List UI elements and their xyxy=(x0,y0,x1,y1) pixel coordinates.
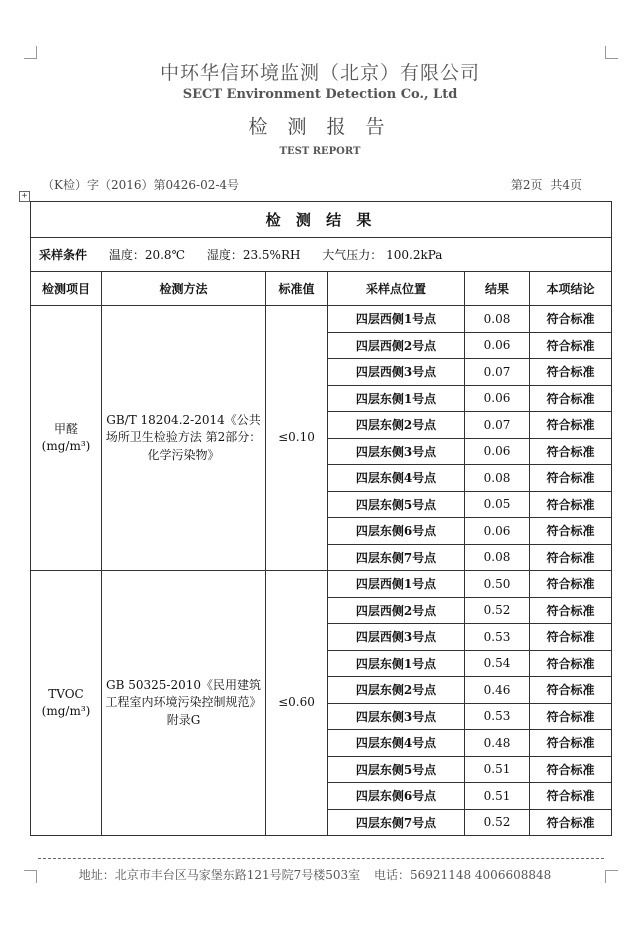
conditions-label: 采样条件 xyxy=(39,248,88,262)
result-value: 0.51 xyxy=(465,756,530,783)
conclusion: 符合标准 xyxy=(530,465,612,492)
sampling-location: 四层东侧7号点 xyxy=(328,544,465,571)
sampling-location: 四层西侧1号点 xyxy=(328,306,465,333)
col-header-location: 采样点位置 xyxy=(328,272,465,306)
test-method-cell: GB 50325-2010《民用建筑工程室内环境污染控制规范》附录G xyxy=(102,571,266,836)
sampling-location: 四层西侧2号点 xyxy=(328,332,465,359)
footer xyxy=(0,866,640,883)
test-item-name: 甲醛 xyxy=(53,421,78,436)
sampling-location: 四层东侧1号点 xyxy=(328,650,465,677)
result-value: 0.51 xyxy=(465,783,530,810)
conclusion: 符合标准 xyxy=(530,518,612,545)
test-item-cell xyxy=(31,571,102,836)
company-name-en: SECT Environment Detection Co., Ltd xyxy=(182,87,458,102)
page-total: 共4页 xyxy=(550,178,582,192)
conclusion: 符合标准 xyxy=(530,438,612,465)
conclusion: 符合标准 xyxy=(530,730,612,757)
sampling-location: 四层东侧4号点 xyxy=(328,465,465,492)
sampling-location: 四层东侧3号点 xyxy=(328,438,465,465)
report-title-cn: 检 测 报 告 xyxy=(248,116,392,138)
sampling-location: 四层东侧3号点 xyxy=(328,703,465,730)
temperature: 温度：20.8℃ xyxy=(108,248,185,262)
report-title-en: TEST REPORT xyxy=(279,146,361,157)
test-results-table xyxy=(30,201,612,836)
col-header-item: 检测项目 xyxy=(31,272,102,306)
sampling-location: 四层东侧6号点 xyxy=(328,518,465,545)
result-value: 0.53 xyxy=(465,624,530,651)
conclusion: 符合标准 xyxy=(530,597,612,624)
footer-address: 地址：北京市丰台区马家堡东路121号院7号楼503室 xyxy=(78,868,361,882)
table-row xyxy=(31,306,612,333)
conclusion: 符合标准 xyxy=(530,624,612,651)
result-value: 0.06 xyxy=(465,518,530,545)
conclusion: 符合标准 xyxy=(530,385,612,412)
sampling-location: 四层东侧2号点 xyxy=(328,677,465,704)
sampling-location: 四层西侧3号点 xyxy=(328,359,465,386)
test-item-unit: (mg/m³) xyxy=(41,439,91,453)
conclusion: 符合标准 xyxy=(530,783,612,810)
result-value: 0.06 xyxy=(465,332,530,359)
result-value: 0.46 xyxy=(465,677,530,704)
result-value: 0.50 xyxy=(465,571,530,598)
footer-phone: 电话：56921148 4006608848 xyxy=(374,868,552,882)
result-value: 0.53 xyxy=(465,703,530,730)
sampling-location: 四层西侧2号点 xyxy=(328,597,465,624)
page-current: 第2页 xyxy=(510,178,543,192)
conclusion: 符合标准 xyxy=(530,650,612,677)
conclusion: 符合标准 xyxy=(530,412,612,439)
result-value: 0.06 xyxy=(465,438,530,465)
result-value: 0.54 xyxy=(465,650,530,677)
page-indicator xyxy=(507,176,582,193)
sampling-location: 四层东侧5号点 xyxy=(328,756,465,783)
result-value: 0.48 xyxy=(465,730,530,757)
result-value: 0.06 xyxy=(465,385,530,412)
conclusion: 符合标准 xyxy=(530,332,612,359)
conclusion: 符合标准 xyxy=(530,306,612,333)
test-item-unit: (mg/m³) xyxy=(41,704,91,718)
conclusion: 符合标准 xyxy=(530,571,612,598)
sampling-location: 四层东侧7号点 xyxy=(328,809,465,836)
sampling-location: 四层东侧2号点 xyxy=(328,412,465,439)
col-header-conclusion: 本项结论 xyxy=(530,272,612,306)
sampling-location: 四层东侧1号点 xyxy=(328,385,465,412)
sampling-location: 四层西侧1号点 xyxy=(328,571,465,598)
report-number: （K检）字（2016）第0426-02-4号 xyxy=(42,178,240,192)
col-header-standard: 标准值 xyxy=(266,272,328,306)
table-title: 检 测 结 果 xyxy=(31,202,612,238)
result-value: 0.52 xyxy=(465,597,530,624)
test-method-cell: GB/T 18204.2-2014《公共场所卫生检验方法 第2部分：化学污染物》 xyxy=(102,306,266,571)
result-value: 0.07 xyxy=(465,412,530,439)
sampling-location: 四层东侧5号点 xyxy=(328,491,465,518)
conclusion: 符合标准 xyxy=(530,756,612,783)
result-value: 0.07 xyxy=(465,359,530,386)
conclusion: 符合标准 xyxy=(530,703,612,730)
sampling-location: 四层东侧4号点 xyxy=(328,730,465,757)
conclusion: 符合标准 xyxy=(530,677,612,704)
footer-divider xyxy=(38,858,604,859)
conclusion: 符合标准 xyxy=(530,359,612,386)
conclusion: 符合标准 xyxy=(530,491,612,518)
company-name-cn: 中环华信环境监测（北京）有限公司 xyxy=(159,62,480,84)
table-row xyxy=(31,571,612,598)
conclusion: 符合标准 xyxy=(530,544,612,571)
col-header-result: 结果 xyxy=(465,272,530,306)
result-value: 0.08 xyxy=(465,465,530,492)
sampling-conditions xyxy=(31,238,612,272)
table-move-handle-icon[interactable]: + xyxy=(19,191,30,202)
test-item-name: TVOC xyxy=(48,686,84,701)
sampling-location: 四层东侧6号点 xyxy=(328,783,465,810)
standard-value-cell: ≤0.60 xyxy=(266,571,328,836)
humidity: 湿度：23.5%RH xyxy=(206,248,301,262)
pressure: 大气压力： 100.2kPa xyxy=(322,248,443,262)
test-item-cell xyxy=(31,306,102,571)
result-value: 0.08 xyxy=(465,544,530,571)
standard-value-cell: ≤0.10 xyxy=(266,306,328,571)
result-value: 0.52 xyxy=(465,809,530,836)
conclusion: 符合标准 xyxy=(530,809,612,836)
col-header-method: 检测方法 xyxy=(102,272,266,306)
result-value: 0.08 xyxy=(465,306,530,333)
sampling-location: 四层西侧3号点 xyxy=(328,624,465,651)
result-value: 0.05 xyxy=(465,491,530,518)
